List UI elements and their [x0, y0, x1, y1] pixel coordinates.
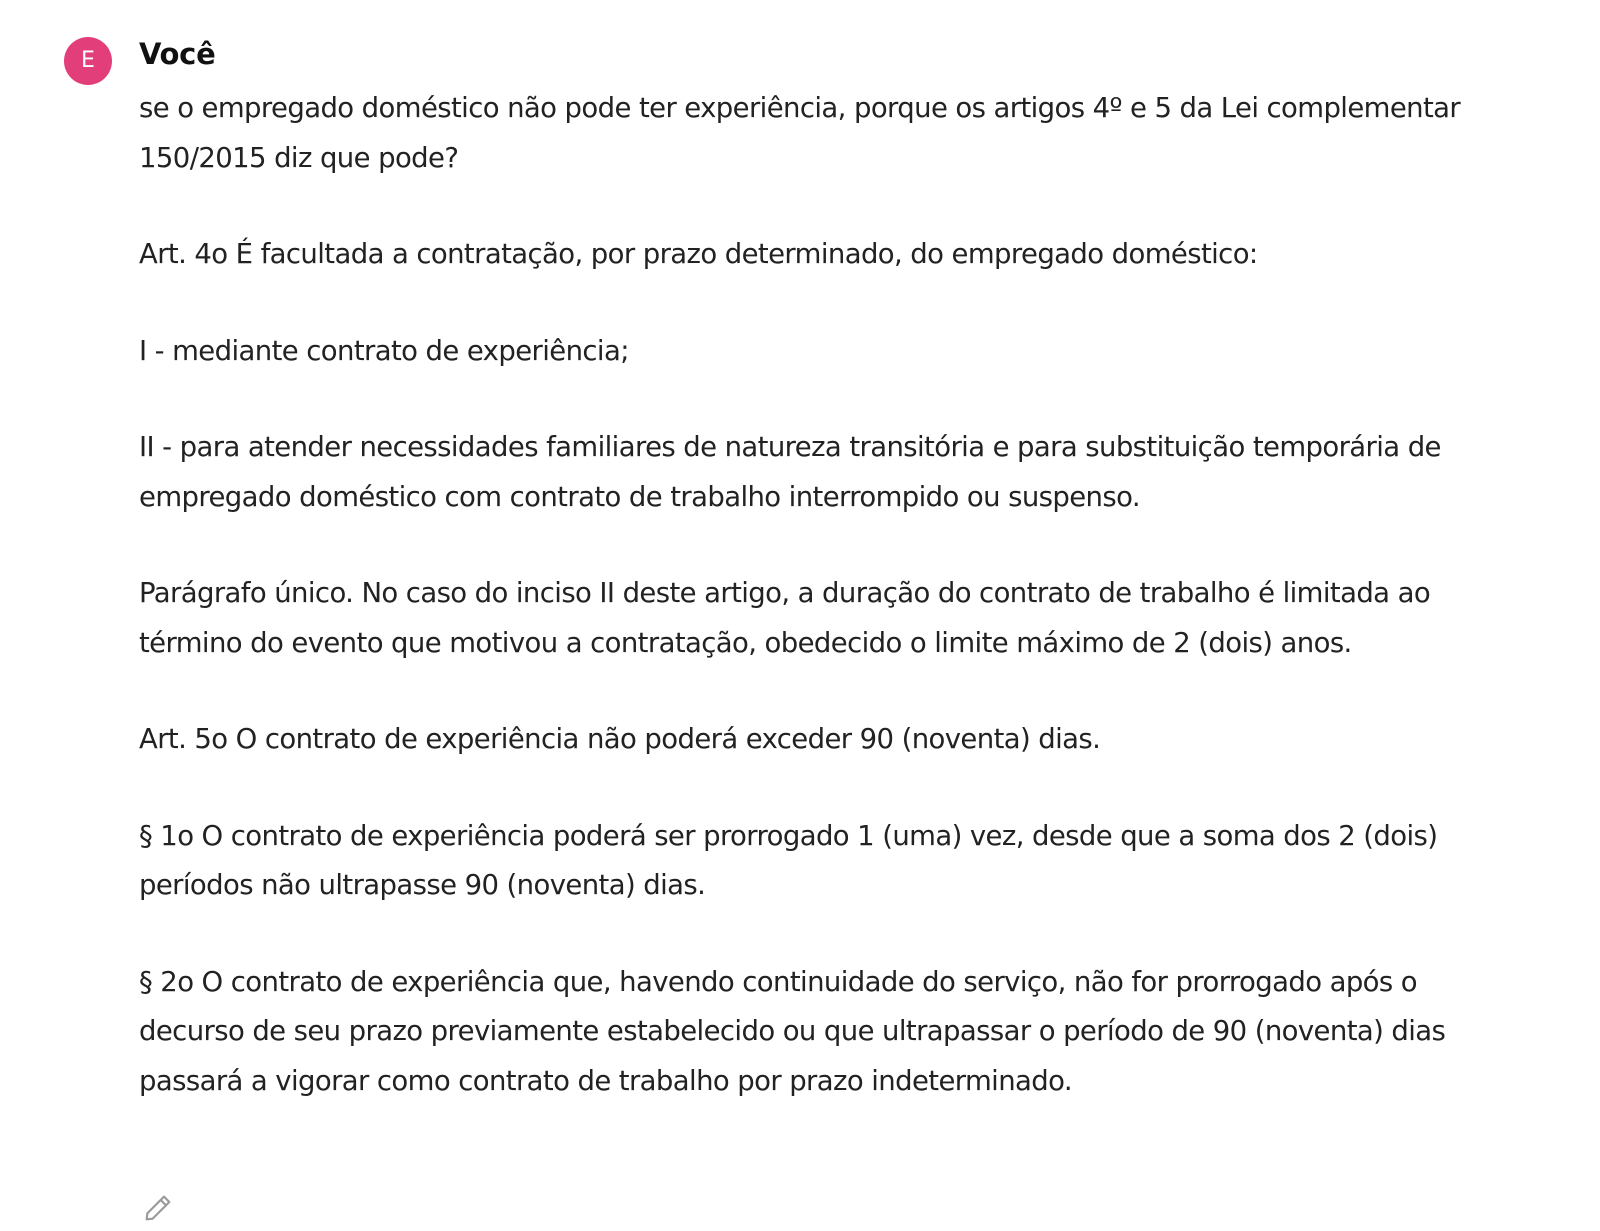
message-paragraph: § 2o O contrato de experiência que, havendo continuidade do serviço, não for prorrogado após o decurso de seu prazo previamente estabelecido ou que ultrapassar o período de 90 (noventa) dias passará a vigorar como contrato de trabalho por prazo indeterminado. — [139, 965, 1446, 1097]
pencil-icon — [142, 1192, 174, 1224]
message-paragraph: § 1o O contrato de experiência poderá ser prorrogado 1 (uma) vez, desde que a soma dos 2 (dois) períodos não ultrapasse 90 (noventa) dias. — [139, 819, 1438, 901]
message-body — [139, 84, 1479, 1106]
message-paragraph: Art. 4o É facultada a contratação, por prazo determinado, do empregado doméstico: — [139, 238, 1258, 270]
avatar: E — [64, 37, 112, 85]
author-name: Você — [139, 37, 216, 71]
message-paragraph: Parágrafo único. No caso do inciso II deste artigo, a duração do contrato de trabalho é limitada ao término do evento que motivou a contratação, obedecido o limite máximo de 2 (dois) anos. — [139, 577, 1431, 659]
message-paragraph: II - para atender necessidades familiares de natureza transitória e para substituição temporária de empregado doméstico com contrato de trabalho interrompido ou suspenso. — [139, 431, 1441, 513]
message-paragraph: Art. 5o O contrato de experiência não poderá exceder 90 (noventa) dias. — [139, 723, 1101, 755]
edit-message-button[interactable] — [142, 1192, 174, 1224]
message-paragraph: se o empregado doméstico não pode ter experiência, porque os artigos 4º e 5 da Lei complementar 150/2015 diz que pode? — [139, 92, 1461, 174]
message-paragraph: I - mediante contrato de experiência; — [139, 334, 629, 367]
